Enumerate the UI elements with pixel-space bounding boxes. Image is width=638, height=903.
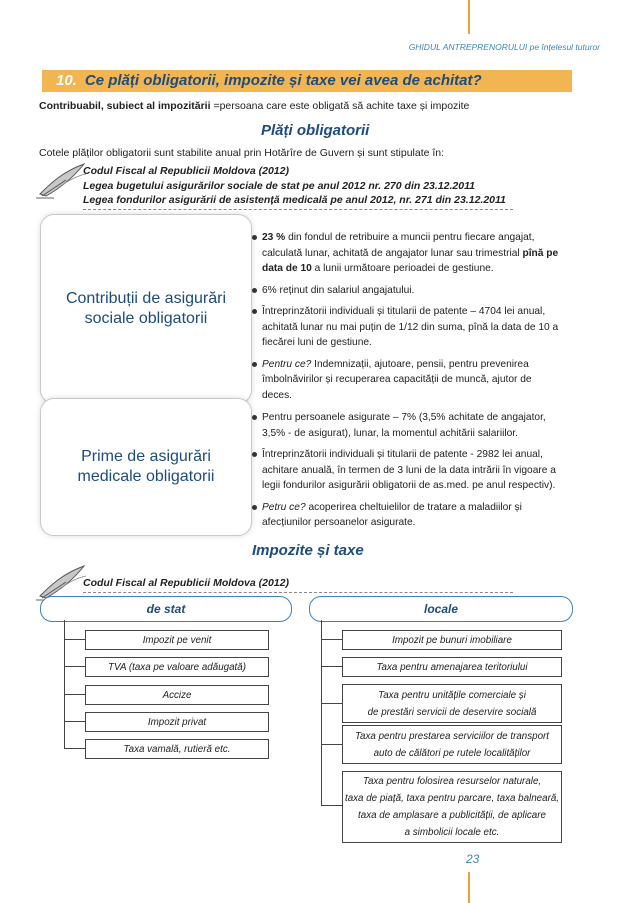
social-label-line2: sociale obligatorii (84, 310, 208, 327)
obligatory-payments-heading: Plăți obligatorii (261, 122, 370, 139)
medical-label-line2: medicale obligatorii (77, 468, 215, 485)
medical-insurance-label (40, 398, 252, 536)
page-number: 23 (466, 852, 480, 866)
list-item: Întreprinzătorii individuali și titularii de patente – 4704 lei anual, achitată lunar nu mai puțin de 1/12 din suma, pînă la data de 10 a fiecărei luni de gestiune. (252, 304, 562, 351)
running-header: GHIDUL ANTREPRENORULUI pe înțelesul tuturor (408, 42, 600, 52)
obligatory-intro: Cotele plăților obligatorii sunt stabilite anual prin Hotărîre de Guvern și sunt stipulate în: (39, 147, 445, 159)
local-connector (321, 639, 342, 640)
section-title (56, 72, 482, 89)
state-tax-customs: Taxa vamală, rutieră etc. (85, 739, 269, 759)
state-tax-private: Impozit privat (85, 712, 269, 732)
state-connector (64, 666, 85, 667)
state-connector (64, 639, 85, 640)
local-tax-real-estate: Impozit pe bunuri imobiliare (342, 630, 562, 650)
law-medical-funds: Legea fondurilor asigurării de asistență medicală pe anul 2012, nr. 271 din 23.12.2011 (83, 194, 506, 206)
local-connector (321, 703, 342, 704)
state-connector (64, 748, 85, 749)
local-tax-commercial-units: Taxa pentru unitățile comerciale și de prestări servicii de deservire socială (342, 684, 562, 723)
local-connector (321, 744, 342, 745)
footer-accent-line (468, 872, 470, 903)
taxes-law-divider (83, 592, 513, 593)
local-tax-transport: Taxa pentru prestarea serviciilor de transport auto de călători pe rutele localităților (342, 725, 562, 764)
state-tax-excise: Accize (85, 685, 269, 705)
list-item: Pentru persoanele asigurate – 7% (3,5% achitate de angajator, 3,5% - de asigurat), lunar, la momentul achitării salariilor. (252, 410, 562, 441)
local-taxes-header: locale (309, 596, 573, 622)
taxpayer-definition (39, 100, 469, 112)
header-accent-line (468, 0, 470, 34)
state-tax-vat: TVA (taxa pe valoare adăugată) (85, 657, 269, 677)
social-label-line1: Contribuții de asigurări (65, 290, 227, 307)
state-tax-income: Impozit pe venit (85, 630, 269, 650)
local-tree-line (321, 620, 322, 805)
state-connector (64, 694, 85, 695)
laws-divider (83, 209, 513, 210)
law-social-budget: Legea bugetului asigurărilor sociale de stat pe anul 2012 nr. 270 din 23.12.2011 (83, 179, 475, 192)
definition-text: =persoana care este obligată să achite taxe și impozite (210, 100, 470, 112)
state-taxes-header: de stat (40, 596, 292, 622)
social-insurance-label (40, 214, 252, 404)
local-tax-natural-resources: Taxa pentru folosirea resurselor naturale, taxa de piață, taxa pentru parcare, taxa balneară, taxa de amplasare a publicității, de aplicare a simbolicii locale etc. (342, 771, 562, 843)
local-tax-territory: Taxa pentru amenajarea teritoriului (342, 657, 562, 677)
list-item: Pentru ce? Indemnizații, ajutoare, pensii, pentru prevenirea îmbolnăvirilor și recuperarea capacității de muncă, ajutor de deces. (252, 357, 562, 404)
taxes-heading: Impozite și taxe (252, 542, 364, 559)
social-insurance-bullets (252, 230, 562, 409)
list-item: Întreprinzătorii individuali și titularii de patente - 2982 lei anual, achitare anuală, în termen de 3 luni de la data intrării în vigoare a legii fondurilor asigurării obligatorii de as.med. pe anul respectiv). (252, 447, 562, 494)
list-item: 6% reținut din salariul angajatului. (252, 283, 562, 299)
obligatory-laws-list (83, 164, 506, 208)
list-item: 23 % din fondul de retribuire a muncii pentru fiecare angajat, calculată lunar, achitată de angajator lunar sau trimestrial pînă pe data de 10 a lunii următoare perioadei de gestiune. (252, 230, 562, 277)
definition-term: Contribuabil, subiect al impozitării (39, 100, 211, 112)
medical-insurance-bullets (252, 410, 562, 537)
local-connector (321, 805, 342, 806)
local-connector (321, 666, 342, 667)
law-fiscal-code: Codul Fiscal al Republicii Moldova (2012) (83, 165, 289, 177)
section-number: 10. (56, 72, 77, 89)
taxes-law: Codul Fiscal al Republicii Moldova (2012) (83, 577, 289, 589)
section-title-text: Ce plăți obligatorii, impozite și taxe vei avea de achitat? (84, 72, 482, 89)
state-connector (64, 721, 85, 722)
medical-label-line1: Prime de asigurări (81, 448, 211, 465)
list-item: Petru ce? acoperirea cheltuielilor de tratare a maladiilor și afecțiunilor persoanelor asigurate. (252, 500, 562, 531)
